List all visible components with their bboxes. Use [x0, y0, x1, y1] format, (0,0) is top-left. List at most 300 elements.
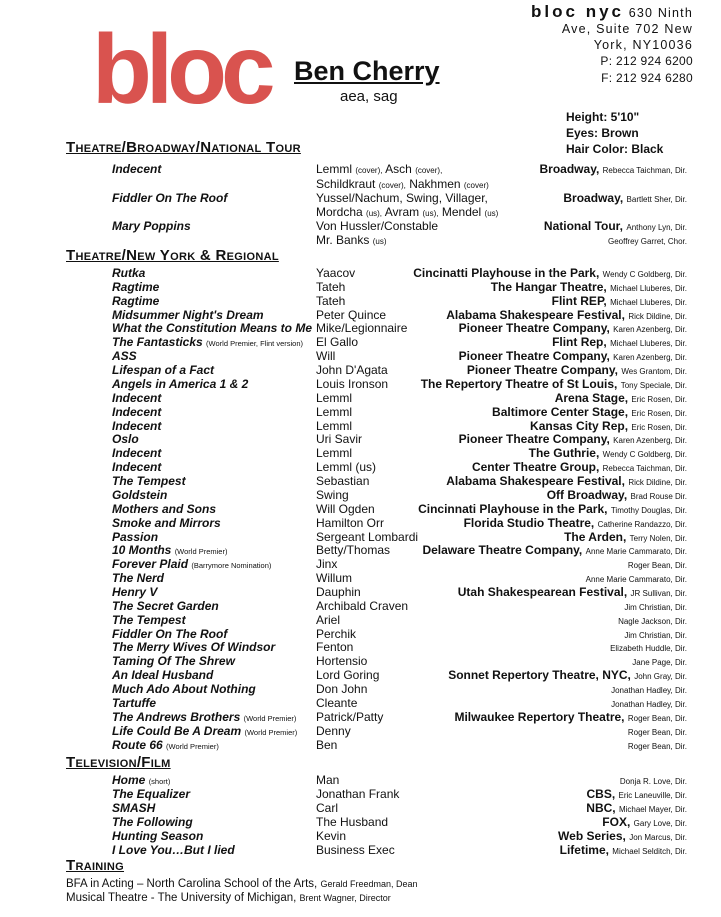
director: Eric Rosen, Dir.: [631, 422, 687, 432]
regional-row: [0, 363, 721, 377]
regional-row: [0, 738, 721, 752]
role: Ariel: [316, 612, 341, 627]
show-title: [112, 696, 156, 710]
venue: [560, 843, 687, 859]
section-broadway: Theatre/Broadway/National Tour: [66, 139, 301, 156]
director: Timothy Douglas, Dir.: [610, 505, 687, 515]
role: Lord Goring: [316, 668, 380, 683]
show-title: [112, 530, 158, 544]
tv-row: [0, 815, 721, 829]
training-teacher: Brent Wagner, Director: [299, 893, 391, 903]
role: Dauphin: [316, 585, 361, 599]
regional-row: [0, 654, 721, 668]
role-note: (cover),: [415, 166, 443, 175]
venue-name: Broadway,: [539, 162, 600, 176]
role: Ben: [316, 737, 338, 752]
role-name: Avram: [384, 205, 420, 219]
role: The Husband: [316, 814, 389, 829]
regional-row: [0, 668, 721, 682]
role: Hortensio: [316, 654, 368, 669]
venue-name: Sonnet Repertory Theatre, NYC,: [448, 668, 631, 683]
role: [316, 219, 438, 233]
regional-row: [0, 613, 721, 627]
role-name: Mordcha: [316, 205, 363, 219]
role: Will Ogden: [316, 501, 375, 516]
venue-name: National Tour,: [543, 219, 624, 233]
director: JR Sullivan, Dir.: [630, 589, 687, 598]
director: Roger Bean, Dir.: [627, 713, 687, 723]
broadway-row: [0, 219, 721, 233]
venue-name: Milwaukee Repertory Theatre,: [454, 709, 625, 724]
show-name: Goldstein: [112, 487, 168, 502]
role: Tateh: [316, 279, 346, 294]
show-name: Indecent: [112, 446, 162, 461]
regional-row: [0, 280, 721, 294]
regional-row: [0, 585, 721, 599]
regional-row: [0, 571, 721, 585]
agency-fax: F: 212 924 6280: [601, 71, 693, 85]
tv-row: [0, 787, 721, 801]
director: Jim Christian, Dir.: [624, 630, 687, 640]
role: Louis Ironson: [316, 376, 389, 391]
regional-row: [0, 640, 721, 654]
role-note: (us),: [422, 209, 439, 218]
show-name: What the Constitution Means to Me: [112, 321, 312, 336]
director: Eric Rosen, Dir.: [631, 394, 687, 404]
show-title: Mary Poppins: [112, 219, 191, 233]
show-name: ASS: [112, 349, 137, 364]
venue-name: The Hangar Theatre,: [490, 279, 607, 294]
show-title: [112, 419, 161, 433]
venue: [608, 233, 687, 249]
role: Business Exec: [316, 842, 395, 857]
venue-name: Broadway,: [563, 191, 624, 205]
venue-name: NBC,: [586, 800, 616, 815]
regional-row: [0, 419, 721, 433]
director: Roger Bean, Dir.: [627, 561, 687, 571]
role: Cleante: [316, 695, 358, 710]
venue-name: Center Theatre Group,: [471, 460, 600, 475]
show-note: (World Premier): [166, 741, 219, 751]
venue-name: Arena Stage,: [554, 390, 629, 405]
venue-name: Cincinnati Playhouse in the Park,: [418, 501, 608, 516]
show-title: [112, 599, 219, 613]
director: Tony Speciale, Dir.: [620, 380, 687, 390]
director: Anthony Lyn, Dir.: [626, 223, 687, 232]
training-item: [66, 891, 391, 905]
show-note: (World Premier): [243, 713, 297, 723]
role: Lemml (us): [316, 460, 377, 475]
role: Swing: [316, 487, 349, 502]
regional-row: [0, 724, 721, 738]
regional-row: [0, 377, 721, 391]
show-name: Midsummer Night's Dream: [112, 307, 264, 322]
show-name: The Andrews Brothers: [112, 709, 241, 724]
show-title: [112, 668, 213, 682]
director: Rick Dildine, Dir.: [628, 311, 687, 321]
director: Wendy C Goldberg, Dir.: [602, 270, 687, 279]
show-name: Tartuffe: [112, 695, 157, 710]
director: Bartlett Sher, Dir.: [626, 195, 687, 204]
director: Gary Love, Dir.: [633, 818, 687, 828]
director: Terry Nolen, Dir.: [629, 533, 687, 543]
venue-name: The Guthrie,: [528, 446, 600, 461]
director: Karen Azenberg, Dir.: [613, 325, 687, 335]
agency-address-2: Ave, Suite 702 New: [561, 22, 693, 36]
venue-name: Alabama Shakespeare Festival,: [446, 474, 625, 489]
show-note: (World Premier): [244, 727, 298, 737]
regional-row: [0, 696, 721, 710]
role: Mike/Legionnaire: [316, 321, 408, 336]
show-name: The Equalizer: [112, 786, 191, 801]
role: Kevin: [316, 828, 347, 843]
show-name: Fiddler On The Roof: [112, 626, 228, 641]
show-title: [112, 640, 275, 654]
role: Betty/Thomas: [316, 543, 391, 558]
regional-row: [0, 502, 721, 516]
role-name: Nakhmen: [409, 177, 461, 191]
venue-name: Flint Rep,: [552, 335, 607, 350]
show-title: [112, 280, 159, 294]
show-name: Indecent: [112, 390, 162, 405]
show-title: [112, 349, 137, 363]
show-title: [112, 843, 235, 857]
venue-name: Alabama Shakespeare Festival,: [446, 307, 625, 322]
director: Rick Dildine, Dir.: [628, 478, 687, 488]
venue: [628, 738, 687, 754]
show-title: [112, 654, 235, 668]
broadway-row: [0, 233, 721, 247]
role: Will: [316, 349, 336, 364]
regional-row: [0, 627, 721, 641]
eyes: Eyes: Brown: [566, 126, 639, 140]
role: Sergeant Lombardi: [316, 529, 419, 544]
role: Hamilton Orr: [316, 515, 385, 530]
director: Elizabeth Huddle, Dir.: [610, 644, 687, 654]
venue-name: Kansas City Rep,: [530, 418, 629, 433]
show-name: Mothers and Sons: [112, 501, 217, 516]
show-name: Life Could Be A Dream: [112, 723, 242, 738]
show-name: Indecent: [112, 404, 162, 419]
show-name: Taming Of The Shrew: [112, 654, 235, 669]
director: Rebecca Taichman, Dir.: [602, 464, 687, 474]
height: Height: 5'10": [566, 110, 640, 124]
show-title: [112, 613, 186, 627]
show-title: Fiddler On The Roof: [112, 191, 228, 205]
show-title: [112, 266, 145, 280]
actor-unions: aea, sag: [340, 88, 398, 105]
director: Nagle Jackson, Dir.: [618, 616, 687, 626]
show-name: Hunting Season: [112, 828, 204, 843]
regional-row: [0, 405, 721, 419]
show-note: (World Premier, Flint version): [206, 339, 304, 349]
show-name: The Tempest: [112, 612, 186, 627]
show-name: The Nerd: [112, 571, 165, 586]
regional-row: [0, 516, 721, 530]
venue-name: Lifetime,: [559, 842, 609, 857]
show-note: (World Premier): [174, 547, 228, 557]
training-text: Musical Theatre - The University of Michigan,: [66, 892, 297, 904]
venue: [540, 162, 687, 178]
director: Eric Laneuville, Dir.: [618, 790, 687, 800]
agency-phone: P: 212 924 6200: [600, 54, 693, 68]
show-title: [112, 405, 161, 419]
show-name: Rutka: [112, 266, 146, 280]
physical-stats: [566, 109, 663, 157]
director: Geoffrey Garret, Chor.: [608, 237, 687, 246]
show-name: The Following: [112, 814, 193, 829]
show-name: Home: [112, 773, 146, 787]
director: Donja R. Love, Dir.: [619, 777, 687, 786]
director: Michael Lluberes, Dir.: [610, 297, 687, 307]
show-name: The Fantasticks: [112, 335, 203, 350]
regional-row: [0, 266, 721, 280]
regional-row: [0, 543, 721, 557]
regional-row: [0, 321, 721, 335]
regional-row: [0, 391, 721, 405]
show-title: [112, 488, 167, 502]
venue-name: Off Broadway,: [546, 487, 628, 502]
agency-address-3: York, NY10036: [593, 38, 693, 52]
regional-row: [0, 335, 721, 349]
regional-row: [0, 488, 721, 502]
venue-name: Flint REP,: [551, 293, 607, 308]
director: Anne Marie Cammarato, Dir.: [585, 547, 687, 557]
show-title: [112, 627, 227, 641]
show-name: The Secret Garden: [112, 598, 219, 613]
show-name: An Ideal Husband: [112, 668, 214, 683]
role: Jonathan Frank: [316, 786, 400, 801]
show-note: (Barrymore Nomination): [191, 561, 272, 571]
role-name: Schildkraut: [316, 177, 376, 191]
show-title: [112, 571, 164, 585]
role: Fenton: [316, 640, 354, 655]
director: Karen Azenberg, Dir.: [613, 353, 687, 363]
director: Wendy C Goldberg, Dir.: [602, 450, 687, 460]
show-title: [112, 363, 214, 377]
show-title: [112, 321, 312, 335]
regional-row: [0, 349, 721, 363]
venue-name: Pioneer Theatre Company,: [458, 432, 610, 447]
role: Man: [316, 773, 340, 787]
role: Yaacov: [316, 266, 356, 280]
venue-name: Delaware Theatre Company,: [422, 543, 583, 558]
regional-row: [0, 682, 721, 696]
role: Willum: [316, 571, 352, 586]
venue-name: Utah Shakespearean Festival,: [457, 585, 628, 599]
venue-name: Baltimore Center Stage,: [492, 404, 629, 419]
role: Lemml: [316, 404, 353, 419]
regional-row: [0, 294, 721, 308]
show-title: [112, 446, 161, 460]
director: Roger Bean, Dir.: [627, 727, 687, 737]
show-title: [112, 787, 190, 801]
director: Jon Marcus, Dir.: [629, 832, 687, 842]
regional-row: [0, 530, 721, 544]
director: Anne Marie Cammarato, Dir.: [585, 575, 687, 585]
role: Lemml: [316, 418, 353, 433]
director: Michael Lluberes, Dir.: [610, 339, 687, 349]
regional-row: [0, 460, 721, 474]
venue-name: Florida Studio Theatre,: [463, 515, 595, 530]
broadway-row: [0, 191, 721, 205]
show-title: [112, 801, 155, 815]
actor-name: Ben Cherry: [294, 56, 440, 86]
role: Jinx: [316, 557, 338, 572]
director: Jonathan Hadley, Dir.: [611, 699, 687, 709]
role-note: (us),: [366, 209, 383, 218]
show-title: [112, 377, 248, 391]
show-title: [112, 460, 161, 474]
tv-row: [0, 773, 721, 787]
venue-name: Pioneer Theatre Company,: [458, 321, 610, 336]
agency-contact: [531, 4, 693, 87]
show-name: The Merry Wives Of Windsor: [112, 640, 276, 655]
role: Peter Quince: [316, 307, 387, 322]
venue-name: FOX,: [602, 814, 631, 829]
role-name: Mendel: [441, 205, 482, 219]
role: Lemml: [316, 446, 353, 461]
training-text: BFA in Acting – North Carolina School of the Arts,: [66, 878, 318, 890]
role-note: (us): [372, 237, 387, 246]
venue-name: Cincinatti Playhouse in the Park,: [413, 266, 600, 280]
show-title: [112, 391, 161, 405]
show-name: Passion: [112, 529, 159, 544]
show-name: Indecent: [112, 418, 162, 433]
show-title: [112, 432, 139, 446]
show-name: Angels in America 1 & 2: [112, 376, 249, 391]
show-title: [112, 308, 264, 322]
role-note: (cover): [463, 181, 489, 190]
show-note: (short): [148, 777, 171, 786]
tv-row: [0, 801, 721, 815]
show-name: Much Ado About Nothing: [112, 682, 256, 697]
director: John Gray, Dir.: [634, 672, 687, 682]
director: Jane Page, Dir.: [632, 658, 687, 668]
role: Archibald Craven: [316, 598, 409, 613]
venue-name: Web Series,: [558, 828, 626, 843]
show-title: [112, 474, 186, 488]
role: Don John: [316, 682, 368, 697]
show-name: Oslo: [112, 432, 139, 447]
show-name: Smoke and Mirrors: [112, 515, 221, 530]
training-teacher: Gerald Freedman, Dean: [320, 879, 418, 889]
regional-row: [0, 710, 721, 724]
role-name: Yussel/Nachum, Swing, Villager,: [316, 191, 488, 205]
role: John D'Agata: [316, 363, 388, 378]
show-title: [112, 682, 256, 696]
director: Jonathan Hadley, Dir.: [611, 686, 687, 696]
venue-name: The Arden,: [564, 529, 627, 544]
role-name: Asch: [385, 162, 412, 176]
regional-row: [0, 557, 721, 571]
role: [316, 162, 442, 178]
section-tv-film: Television/Film: [66, 754, 171, 771]
tv-row: [0, 843, 721, 857]
hair: Hair Color: Black: [566, 142, 664, 156]
regional-row: [0, 599, 721, 613]
venue-name: Pioneer Theatre Company,: [466, 363, 618, 378]
show-title: [112, 585, 157, 599]
show-name: The Tempest: [112, 474, 186, 489]
role-name: Lemml: [316, 162, 353, 176]
role: Lemml: [316, 390, 353, 405]
director: Brad Rouse Dir.: [630, 491, 687, 501]
show-title: [112, 502, 216, 516]
role: Denny: [316, 723, 351, 738]
show-title: [112, 815, 193, 829]
director: Michael Lluberes, Dir.: [610, 283, 687, 293]
director: Wes Grantom, Dir.: [621, 367, 687, 377]
venue-name: CBS,: [586, 786, 616, 801]
broadway-row: [0, 162, 721, 176]
role: Tateh: [316, 293, 346, 308]
role-name: Von Hussler/Constable: [316, 219, 439, 233]
director: Michael Mayer, Dir.: [618, 804, 687, 814]
agency-address-1: 630 Ninth: [628, 6, 693, 20]
agency-logo: bloc: [92, 14, 270, 124]
role: Carl: [316, 800, 339, 815]
show-name: I Love You…But I lied: [112, 842, 235, 857]
role: [316, 233, 386, 249]
venue-name: Pioneer Theatre Company,: [458, 349, 610, 364]
regional-row: [0, 432, 721, 446]
director: Eric Rosen, Dir.: [631, 408, 687, 418]
broadway-row: [0, 205, 721, 219]
show-title: [112, 829, 203, 843]
section-regional: Theatre/New York & Regional: [66, 247, 279, 264]
show-name: Forever Plaid: [112, 557, 189, 572]
role: Patrick/Patty: [316, 709, 384, 724]
show-name: SMASH: [112, 800, 156, 815]
regional-row: [0, 308, 721, 322]
broadway-row: [0, 177, 721, 191]
role: Sebastian: [316, 474, 370, 489]
show-name: Ragtime: [112, 279, 160, 294]
show-title: [112, 738, 219, 754]
role: El Gallo: [316, 335, 359, 350]
role-note: (us): [484, 209, 499, 218]
role-name: Mr. Banks: [316, 233, 370, 247]
director: Rebecca Taichman, Dir.: [602, 166, 687, 175]
show-title: Indecent: [112, 162, 162, 176]
director: Jim Christian, Dir.: [624, 602, 687, 612]
show-title: [112, 294, 159, 308]
section-training: Training: [66, 857, 125, 874]
director: Catherine Randazzo, Dir.: [597, 519, 687, 529]
show-name: Route 66: [112, 737, 163, 752]
regional-row: [0, 474, 721, 488]
regional-row: [0, 446, 721, 460]
director: Michael Selditch, Dir.: [612, 846, 687, 856]
role: Perchik: [316, 626, 357, 641]
show-name: Lifespan of a Fact: [112, 363, 215, 378]
show-name: 10 Months: [112, 543, 172, 558]
show-title: [112, 516, 221, 530]
role-note: (cover),: [355, 166, 383, 175]
show-name: Ragtime: [112, 293, 160, 308]
show-name: Henry V: [112, 585, 158, 599]
show-name: Indecent: [112, 460, 162, 475]
tv-row: [0, 829, 721, 843]
training-item: [66, 877, 418, 891]
director: Roger Bean, Dir.: [627, 741, 687, 751]
role: [316, 191, 488, 205]
director: Karen Azenberg, Dir.: [613, 436, 687, 446]
role-note: (cover),: [378, 181, 406, 190]
role: Uri Savir: [316, 432, 363, 447]
agency-brand: bloc nyc: [531, 2, 624, 21]
